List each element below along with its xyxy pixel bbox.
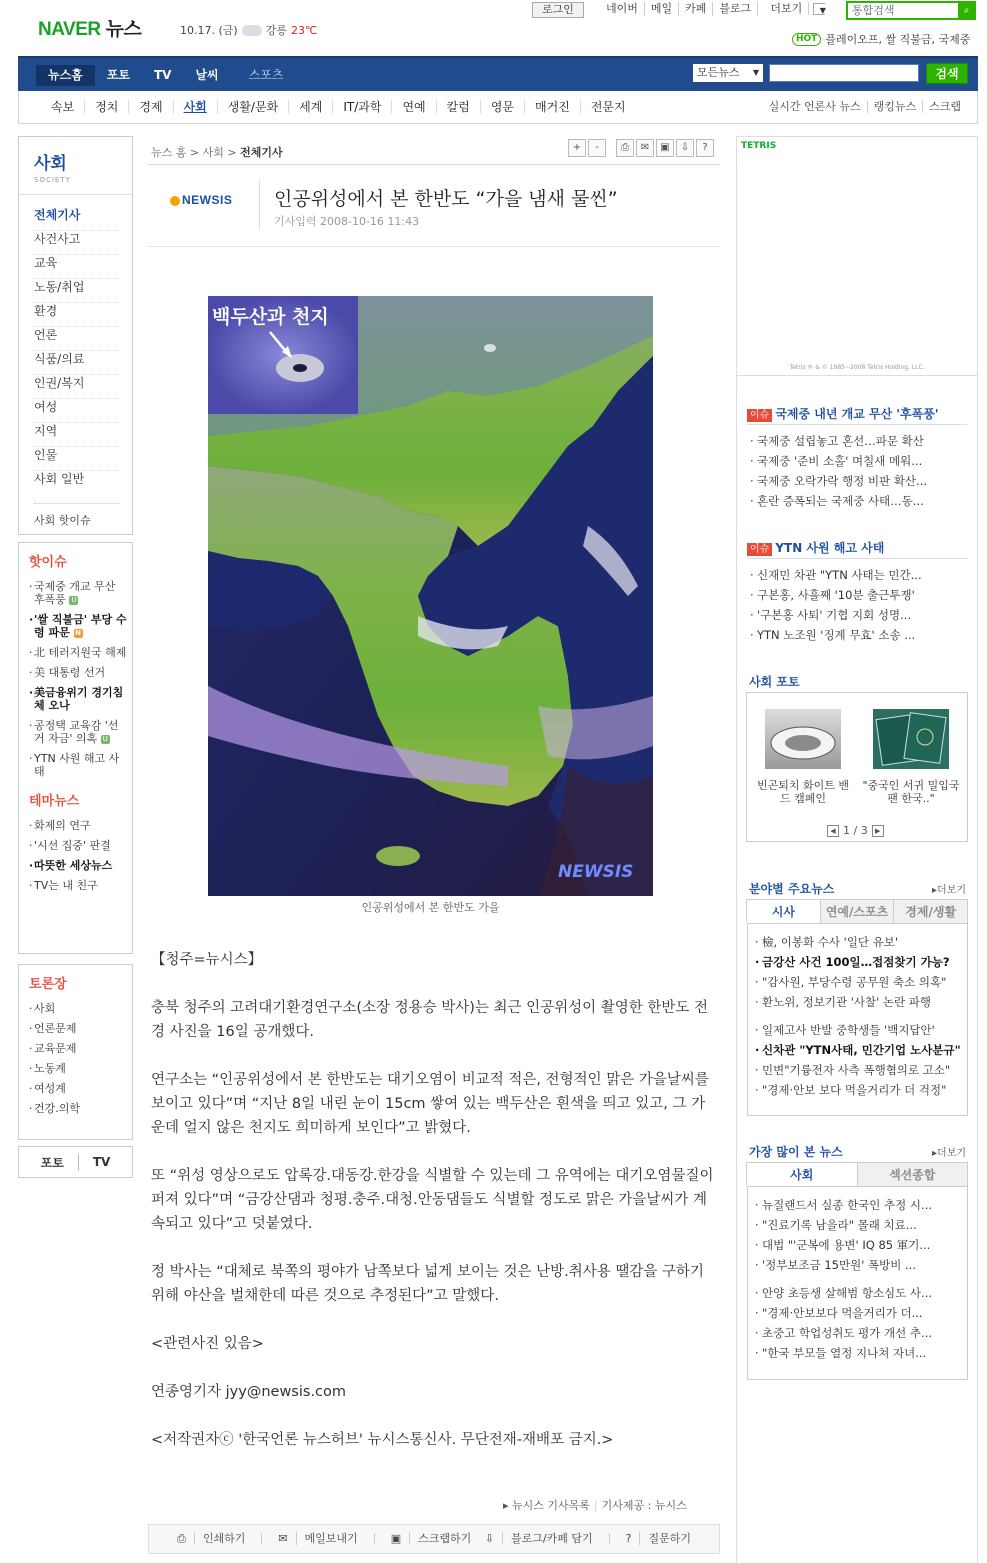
realtime-press-news[interactable]: 실시간 언론사 뉴스 xyxy=(763,101,868,113)
most-viewed-title: 가장 많이 본 뉴스 xyxy=(749,1145,843,1159)
debate-title: 토론장 xyxy=(29,977,67,992)
issue-item[interactable]: · 혼란 증폭되는 국제중 사태…동... xyxy=(749,491,964,511)
society-photo-title: 사회 포토 xyxy=(749,675,800,689)
top-links xyxy=(600,2,827,16)
article-source: ▸ 뉴시스 기사목록 | 기사제공 : 뉴시스 xyxy=(503,1499,687,1512)
category-column[interactable]: 칼럼 xyxy=(437,100,481,114)
most-viewed-item[interactable]: · 초중고 학업성취도 평가 개선 추... xyxy=(754,1323,969,1343)
field-news-more[interactable]: ▸더보기 xyxy=(932,885,967,896)
photo-caption-item[interactable]: 빈곤퇴치 화이트 밴드 캠페인 xyxy=(756,779,849,805)
article-bottom-bar xyxy=(148,1524,720,1554)
top-link-blog[interactable]: 블로그 xyxy=(713,2,758,16)
divider xyxy=(747,558,967,559)
source-provider: 기사제공 : 뉴시스 xyxy=(601,1499,687,1512)
nav-news-home[interactable]: 뉴스홈 xyxy=(36,65,95,86)
hot-badge: HOT xyxy=(792,33,821,46)
debate-item[interactable]: · 여성계 xyxy=(29,1082,127,1095)
scrap-button[interactable]: ▣ 스크랩하기 xyxy=(375,1533,488,1545)
most-viewed-item[interactable]: · "진료기록 남을라" 몰래 치료... xyxy=(754,1215,969,1235)
field-news-item[interactable]: · 檢, 이봉화 수사 '일단 유보' xyxy=(754,932,969,952)
category-english[interactable]: 영문 xyxy=(481,100,525,114)
field-news-item[interactable]: · "경제·안보 보다 먹을거리가 더 걱정" xyxy=(754,1080,969,1100)
satellite-photo xyxy=(208,296,653,896)
hot-keywords-links[interactable]: 플레이오프, 쌀 직불금, 국제중 xyxy=(825,33,971,46)
ranking-news[interactable]: 랭킹뉴스 xyxy=(868,101,924,113)
most-viewed-item[interactable]: · 뉴질랜드서 실종 한국인 추정 시... xyxy=(754,1195,969,1215)
issue-list-1 xyxy=(749,431,964,511)
weather-city: 강릉 xyxy=(265,24,287,37)
article-tools xyxy=(568,139,714,157)
photo-inset-label: 백두산과 천지 xyxy=(212,306,329,328)
next-icon[interactable]: ▶ xyxy=(872,825,884,837)
category-trade[interactable]: 전문지 xyxy=(590,100,626,114)
top-link-naver[interactable]: 네이버 xyxy=(600,2,645,16)
photo-watermark: NEWSIS xyxy=(558,862,634,882)
divider xyxy=(259,180,260,230)
category-entertainment[interactable]: 연예 xyxy=(392,100,436,114)
article-paragraph: 충북 청주의 고려대기환경연구소(소장 정용승 박사)는 최근 인공위성이 촬영한 한반도 전경 사진을 16일 공개했다. xyxy=(151,1000,709,1040)
nav-photo[interactable]: 포토 xyxy=(106,68,130,82)
page-indicator: 1 / 3 xyxy=(843,824,868,837)
photo-thumbnail[interactable] xyxy=(873,709,949,769)
category-politics[interactable]: 정치 xyxy=(85,100,129,114)
theme-news-item[interactable]: · TV는 내 친구 xyxy=(29,879,127,892)
chevron-down-icon: ▼ xyxy=(813,3,825,15)
section-item[interactable]: 지역 xyxy=(34,423,120,447)
category-society[interactable]: 사회 xyxy=(174,100,218,114)
article-body xyxy=(151,948,716,1476)
top-search-input[interactable]: 통합검색 ⌕ xyxy=(846,1,976,20)
breadcrumb: 뉴스 홈 > 사회 > 전체기사 xyxy=(151,146,283,159)
section-title: 사회 xyxy=(34,154,67,174)
hot-issue-item[interactable]: · '쌀 직불금' 부당 수령 파문 N xyxy=(29,613,127,639)
breadcrumb-current: 전체기사 xyxy=(240,146,283,159)
prev-icon[interactable]: ◀ xyxy=(827,825,839,837)
issue-badge: 이슈 xyxy=(747,543,772,556)
debate-item[interactable]: · 노동계 xyxy=(29,1062,127,1075)
tetris-logo: TETRIS xyxy=(741,141,777,151)
help-icon: ? xyxy=(618,1532,641,1545)
search-icon[interactable]: ⌕ xyxy=(958,2,975,19)
section-hot-issue-link[interactable]: 사회 핫이슈 xyxy=(34,503,120,533)
update-icon: U xyxy=(71,595,77,604)
section-subtitle: SOCIETY xyxy=(34,176,71,184)
zoom-in-icon[interactable]: + xyxy=(568,139,586,157)
nav-weather[interactable]: 날씨 xyxy=(195,68,219,82)
most-viewed-item[interactable]: · '정부보조금 15만원' 폭방비 ... xyxy=(754,1255,969,1275)
login-button[interactable]: 로그인 xyxy=(532,2,584,18)
issue-header-2[interactable] xyxy=(747,539,884,556)
article-date: 기사입력 2008-10-16 11:43 xyxy=(274,215,420,228)
issue-title[interactable]: 국제중 내년 개교 무산 '후폭풍' xyxy=(775,407,939,421)
cloud-icon xyxy=(242,25,262,36)
section-item[interactable]: 사건사고 xyxy=(34,231,120,255)
section-menu xyxy=(18,136,133,535)
article-paragraph: 연종영기자 jyy@newsis.com xyxy=(151,1384,347,1400)
issue-header-1[interactable] xyxy=(747,405,939,422)
issue-badge: 이슈 xyxy=(747,409,772,422)
divider xyxy=(148,164,720,165)
update-icon: U xyxy=(102,734,108,743)
tab-current-affairs[interactable]: 시사 xyxy=(746,899,821,923)
field-news-panel xyxy=(747,924,968,1116)
top-link-cafe[interactable]: 카페 xyxy=(679,2,713,16)
ask-button[interactable]: ? 질문하기 xyxy=(610,1533,707,1545)
article-paragraph: 연구소는 “인공위성에서 본 한반도는 대기오염이 비교적 적은, 전형적인 맑은 가을날씨를 보이고 있다”며 “지난 8일 내린 눈이 15cm 쌓여 있는 백두산은 흰색을 띄고 있고, 그 가운데 얼지 않은 천지도 희미하게 보인다”고 밝혔다. xyxy=(151,1072,709,1136)
scrap-icon: ▣ xyxy=(383,1532,410,1545)
photo-caption-item[interactable]: "중국인 서귀 밀입국팬 한국.." xyxy=(862,779,960,805)
field-news-item[interactable]: · 신차관 "YTN사태, 민간기업 노사분규" xyxy=(754,1040,969,1060)
issue-item[interactable]: · 국제중 설립놓고 혼선…파문 확산 xyxy=(749,431,964,451)
theme-news-title: 테마뉴스 xyxy=(29,794,80,809)
field-news-item[interactable]: · "감사원, 부당수령 공무원 축소 의혹" xyxy=(754,972,969,992)
download-icon: ⇩ xyxy=(477,1532,503,1545)
field-news-item[interactable]: · 민변"기륭전자 사측 폭행혐의로 고소" xyxy=(754,1060,969,1080)
category-life[interactable]: 생활/문화 xyxy=(218,100,289,114)
hot-issue-item[interactable]: · 北 테러지원국 해제 xyxy=(29,646,127,659)
issue-list-2 xyxy=(749,565,964,645)
news-scope-select[interactable]: 모든뉴스 ▼ xyxy=(693,64,763,82)
category-economy[interactable]: 경제 xyxy=(129,100,173,114)
scrap-icon[interactable]: ▣ xyxy=(656,139,674,157)
most-viewed-more[interactable]: ▸더보기 xyxy=(932,1148,967,1159)
section-header xyxy=(19,137,132,195)
hot-issue-item[interactable]: · 美금융위기 경기침체 오나 xyxy=(29,686,127,712)
divider xyxy=(747,424,967,425)
issue-title[interactable]: YTN 사원 해고 사태 xyxy=(775,541,885,555)
debate-box xyxy=(18,964,133,1140)
article-paragraph: 또 “위성 영상으로도 압록강.대동강.한강을 식별할 수 있는데 그 유역에는 대기오염물질이 퍼져 있다”며 “금강산댐과 청평.충주.대청.안동댐들도 식별할 정도로 맑은 가을날씨가 계속되고 있다”고 덧붙였다. xyxy=(151,1168,714,1232)
chevron-down-icon: ▼ xyxy=(752,68,759,77)
category-it[interactable]: IT/과학 xyxy=(333,100,392,114)
category-breaking[interactable]: 속보 xyxy=(41,100,85,114)
most-viewed-item[interactable]: · "한국 부모들 열정 지나쳐 자녀... xyxy=(754,1343,969,1363)
hot-issue-item[interactable]: · 美 대통령 선거 xyxy=(29,666,127,679)
weather-temp: 23℃ xyxy=(290,23,318,37)
tab-economy-life[interactable]: 경제/생활 xyxy=(893,899,968,923)
tv-link[interactable]: TV xyxy=(92,1155,111,1169)
hot-issue-box xyxy=(18,542,133,954)
scrap-link[interactable]: 스크랩 xyxy=(929,100,961,113)
theme-news-item[interactable]: · 따뜻한 세상뉴스 xyxy=(29,859,127,872)
hot-issue-title: 핫이슈 xyxy=(29,555,67,570)
photo-pager xyxy=(827,824,884,837)
category-magazine[interactable]: 매거진 xyxy=(525,100,581,114)
section-item[interactable]: 사회 일반 xyxy=(34,472,85,486)
photo-caption: 인공위성에서 본 한반도 가을 xyxy=(361,901,500,914)
divider xyxy=(148,246,720,247)
nav-tv[interactable]: TV xyxy=(153,68,172,82)
breadcrumb-society[interactable]: 사회 xyxy=(202,146,224,159)
download-icon[interactable]: ⇩ xyxy=(676,139,694,157)
issue-item[interactable]: · 국제중 '준비 소홀' 며칠새 메워... xyxy=(749,451,964,471)
news-search-input[interactable] xyxy=(769,64,919,82)
field-news-tabs xyxy=(747,899,968,924)
section-item[interactable]: 식품/의료 xyxy=(34,351,120,375)
news-search-button[interactable]: 검색 xyxy=(926,63,968,84)
hot-issue-item[interactable]: · 국제중 개교 무산 후폭풍 U xyxy=(29,580,127,606)
hot-issue-item[interactable]: · YTN 사원 해고 사태 xyxy=(29,752,127,778)
mail-icon: ✉ xyxy=(270,1532,296,1545)
article-paragraph: <관련사진 있음> xyxy=(151,1336,264,1352)
section-item[interactable]: 전체기사 xyxy=(34,207,120,231)
article-paragraph: <저작권자ⓒ '한국언론 뉴스허브' 뉴시스통신사. 무단전재-재배포 금지.> xyxy=(151,1432,614,1448)
category-world[interactable]: 세계 xyxy=(289,100,333,114)
section-item[interactable]: 인권/복지 xyxy=(34,375,120,399)
field-news-title: 분야별 주요뉴스 xyxy=(749,882,835,896)
field-news-item[interactable]: · 금강산 사건 100일…접점찾기 가능? xyxy=(754,952,969,972)
naver-news-logo[interactable]: NAVER 뉴스 xyxy=(38,19,142,40)
issue-item[interactable]: · 국제중 오락가락 행정 비판 확산... xyxy=(749,471,964,491)
photo-thumbnail[interactable] xyxy=(765,709,841,769)
article-paragraph: 【청주=뉴시스】 xyxy=(151,952,263,968)
print-icon[interactable]: ⎙ xyxy=(616,139,634,157)
zoom-out-icon[interactable]: - xyxy=(588,139,606,157)
article-title: 인공위성에서 본 한반도 “가을 냄새 물씬” xyxy=(274,188,618,210)
top-link-more[interactable]: 더보기 ▼ xyxy=(758,2,826,16)
tab-section-all[interactable]: 섹션종합 xyxy=(857,1162,969,1186)
debate-item[interactable]: · 사회 xyxy=(29,1002,127,1015)
field-news-item[interactable]: · 환노위, 정보기관 '사찰' 논란 파행 xyxy=(754,992,969,1012)
issue-item[interactable]: · YTN 노조원 '징계 무효' 소송 ... xyxy=(749,625,964,645)
mail-button[interactable]: ✉ 메일보내기 xyxy=(262,1533,374,1545)
date-text: 10.17. (금) xyxy=(180,24,238,37)
category-nav xyxy=(18,92,978,124)
press-logo-icon xyxy=(170,196,180,206)
theme-news-item[interactable]: · 화제의 연구 xyxy=(29,819,127,832)
issue-item[interactable]: · '구본홍 사퇴' 기협 지회 성명... xyxy=(749,605,964,625)
press-logo[interactable]: NEWSIS xyxy=(170,193,232,207)
issue-item[interactable]: · 신재민 차관 "YTN 사태는 민간... xyxy=(749,565,964,585)
section-item[interactable]: 여성 xyxy=(34,399,120,423)
section-item[interactable]: 환경 xyxy=(34,303,120,327)
issue-item[interactable]: · 구본홍, 사흘째 '10분 출근투쟁' xyxy=(749,585,964,605)
most-viewed-tabs xyxy=(747,1162,968,1187)
most-viewed-item[interactable]: · "경제·안보보다 먹을거리가 더... xyxy=(754,1303,969,1323)
hot-issue-item[interactable]: · 공정택 교육감 '선거 자금' 의혹 U xyxy=(29,719,127,745)
debate-item[interactable]: · 언론문제 xyxy=(29,1022,127,1035)
article-paragraph: 정 박사는 “대체로 북쪽의 평야가 남쪽보다 넓게 보이는 것은 난방.취사용 땔감을 구하기 위해 야산을 벌채한데 따른 것으로 추정된다”고 말했다. xyxy=(151,1264,705,1304)
society-photo-box xyxy=(746,692,968,842)
most-viewed-item[interactable]: · 대법 "'군복에 용변' IQ 85 軍기... xyxy=(754,1235,969,1255)
section-item[interactable]: 노동/취업 xyxy=(34,279,120,303)
tab-society[interactable]: 사회 xyxy=(746,1162,858,1186)
mail-icon[interactable]: ✉ xyxy=(636,139,654,157)
tetris-ad[interactable] xyxy=(736,136,978,376)
most-viewed-panel xyxy=(747,1187,968,1380)
print-button[interactable]: ⎙ 인쇄하기 xyxy=(161,1533,262,1545)
top-link-mail[interactable]: 메일 xyxy=(645,2,679,16)
help-icon[interactable]: ? xyxy=(696,139,714,157)
source-list-link[interactable]: ▸ 뉴시스 기사목록 xyxy=(503,1499,590,1512)
photo-tv-box xyxy=(18,1146,133,1178)
section-item[interactable]: 교육 xyxy=(34,255,120,279)
date-weather xyxy=(180,22,317,38)
theme-news-item[interactable]: · '시선 집중' 판결 xyxy=(29,839,127,852)
most-viewed-item[interactable]: · 안양 초등생 살해범 항소심도 사... xyxy=(754,1283,969,1303)
section-item[interactable]: 인물 xyxy=(34,447,120,471)
print-icon: ⎙ xyxy=(169,1532,195,1545)
tab-entertainment-sports[interactable]: 연예/스포츠 xyxy=(820,899,895,923)
hot-keywords xyxy=(792,31,970,47)
nav-sports[interactable]: 스포츠 xyxy=(248,68,284,82)
blog-cafe-button[interactable]: ⇩ 블로그/카페 담기 xyxy=(469,1533,610,1545)
new-icon: N xyxy=(75,628,81,637)
debate-item[interactable]: · 교육문제 xyxy=(29,1042,127,1055)
breadcrumb-home[interactable]: 뉴스 홈 xyxy=(151,146,187,159)
photo-link[interactable]: 포토 xyxy=(27,1154,79,1171)
field-news-item[interactable]: · 일제고사 반발 중학생들 '백지답안' xyxy=(754,1020,969,1040)
debate-item[interactable]: · 건강.의학 xyxy=(29,1102,127,1115)
section-item[interactable]: 언론 xyxy=(34,327,120,351)
ad-copyright: Tetris ® & © 1985~2008 Tetris Holding, LLC. xyxy=(789,364,925,371)
